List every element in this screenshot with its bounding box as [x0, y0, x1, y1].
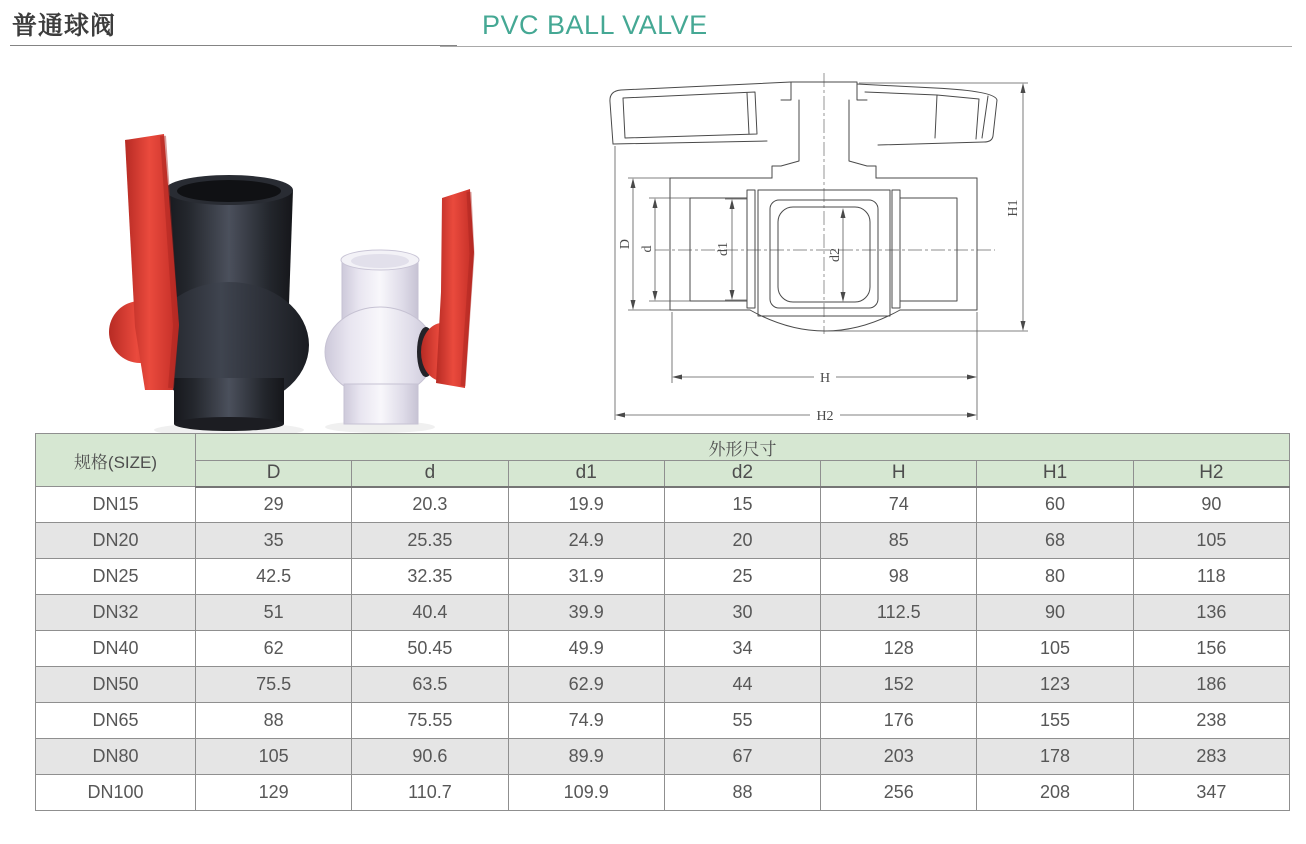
- value-cell-d1: 74.9: [508, 703, 664, 739]
- value-cell-h1: 80: [977, 559, 1133, 595]
- value-cell-d: 90.6: [352, 739, 508, 775]
- dim-label-d1: d1: [716, 242, 731, 256]
- dim-label-D: D: [618, 238, 633, 250]
- value-cell-h: 74: [821, 487, 977, 523]
- value-cell-d: 88: [196, 703, 352, 739]
- size-cell: DN65: [36, 703, 196, 739]
- value-cell-d: 105: [196, 739, 352, 775]
- table-row-dn32: [36, 595, 1290, 631]
- value-cell-h1: 123: [977, 667, 1133, 703]
- dark-valve-illustration: [109, 134, 309, 431]
- value-cell-h2: 347: [1133, 775, 1289, 811]
- spec-table: [35, 433, 1290, 811]
- table-row-dn15: [36, 487, 1290, 523]
- value-cell-d: 75.55: [352, 703, 508, 739]
- value-cell-d: 40.4: [352, 595, 508, 631]
- value-cell-h1: 208: [977, 775, 1133, 811]
- dimensions-group-header: 外形尺寸: [196, 434, 1290, 461]
- value-cell-d: 110.7: [352, 775, 508, 811]
- value-cell-d1: 24.9: [508, 523, 664, 559]
- valves-photo-illustration: [62, 92, 522, 442]
- value-cell-d: 35: [196, 523, 352, 559]
- column-header-d: D: [196, 461, 352, 487]
- value-cell-d2: 44: [664, 667, 820, 703]
- value-cell-d: 25.35: [352, 523, 508, 559]
- column-header-h1: H1: [977, 461, 1133, 487]
- clear-valve-illustration: [325, 189, 474, 424]
- product-photo: [62, 92, 522, 442]
- table-row-dn20: [36, 523, 1290, 559]
- value-cell-h: 203: [821, 739, 977, 775]
- column-header-h2: H2: [1133, 461, 1289, 487]
- value-cell-h2: 90: [1133, 487, 1289, 523]
- size-cell: DN32: [36, 595, 196, 631]
- table-row-dn40: [36, 631, 1290, 667]
- dim-label-H2: H2: [816, 409, 834, 424]
- value-cell-d1: 19.9: [508, 487, 664, 523]
- value-cell-h: 176: [821, 703, 977, 739]
- value-cell-h: 98: [821, 559, 977, 595]
- value-cell-d1: 109.9: [508, 775, 664, 811]
- value-cell-h: 85: [821, 523, 977, 559]
- dim-H: [672, 312, 977, 386]
- value-cell-h1: 155: [977, 703, 1133, 739]
- value-cell-d1: 89.9: [508, 739, 664, 775]
- dim-d: [640, 198, 690, 301]
- size-cell: DN80: [36, 739, 196, 775]
- value-cell-d1: 62.9: [508, 667, 664, 703]
- value-cell-d1: 39.9: [508, 595, 664, 631]
- value-cell-h2: 238: [1133, 703, 1289, 739]
- size-cell: DN100: [36, 775, 196, 811]
- value-cell-d: 75.5: [196, 667, 352, 703]
- value-cell-d2: 25: [664, 559, 820, 595]
- column-header-h: H: [821, 461, 977, 487]
- value-cell-d1: 31.9: [508, 559, 664, 595]
- size-column-header: 规格(SIZE): [36, 434, 196, 487]
- title-underline-left: [10, 45, 457, 46]
- value-cell-h2: 118: [1133, 559, 1289, 595]
- value-cell-d1: 49.9: [508, 631, 664, 667]
- value-cell-h: 112.5: [821, 595, 977, 631]
- value-cell-h: 256: [821, 775, 977, 811]
- value-cell-d: 29: [196, 487, 352, 523]
- column-header-d: d: [352, 461, 508, 487]
- handle-outline: [610, 82, 997, 145]
- page-title-english: PVC BALL VALVE: [482, 10, 708, 40]
- value-cell-d2: 15: [664, 487, 820, 523]
- title-underline-right: [440, 46, 1292, 47]
- value-cell-d: 50.45: [352, 631, 508, 667]
- value-cell-d2: 55: [664, 703, 820, 739]
- value-cell-h2: 156: [1133, 631, 1289, 667]
- value-cell-d: 51: [196, 595, 352, 631]
- table-row-dn80: [36, 739, 1290, 775]
- size-cell: DN20: [36, 523, 196, 559]
- value-cell-h1: 60: [977, 487, 1133, 523]
- value-cell-h2: 136: [1133, 595, 1289, 631]
- value-cell-d2: 30: [664, 595, 820, 631]
- table-row-dn50: [36, 667, 1290, 703]
- dim-label-d2: d2: [828, 248, 843, 262]
- value-cell-d: 20.3: [352, 487, 508, 523]
- value-cell-h1: 90: [977, 595, 1133, 631]
- dim-H2: [615, 146, 977, 424]
- dim-d2: [828, 208, 846, 302]
- value-cell-d2: 20: [664, 523, 820, 559]
- value-cell-h1: 178: [977, 739, 1133, 775]
- dim-d1: [716, 199, 747, 300]
- size-cell: DN50: [36, 667, 196, 703]
- value-cell-h: 128: [821, 631, 977, 667]
- table-row-dn65: [36, 703, 1290, 739]
- value-cell-d2: 88: [664, 775, 820, 811]
- valve-cross-section: [595, 68, 1040, 438]
- dim-label-H: H: [819, 371, 831, 386]
- table-row-dn100: [36, 775, 1290, 811]
- page-title-chinese: 普通球阀: [12, 12, 117, 40]
- value-cell-d: 62: [196, 631, 352, 667]
- dim-label-H1: H1: [1006, 199, 1021, 217]
- size-cell: DN40: [36, 631, 196, 667]
- column-header-d2: d2: [664, 461, 820, 487]
- value-cell-d: 32.35: [352, 559, 508, 595]
- size-cell: DN15: [36, 487, 196, 523]
- dimension-drawing: [595, 68, 1040, 438]
- value-cell-h2: 283: [1133, 739, 1289, 775]
- value-cell-h2: 186: [1133, 667, 1289, 703]
- size-cell: DN25: [36, 559, 196, 595]
- value-cell-h1: 68: [977, 523, 1133, 559]
- value-cell-d2: 34: [664, 631, 820, 667]
- dim-label-d: d: [640, 245, 655, 253]
- value-cell-d2: 67: [664, 739, 820, 775]
- table-row-dn25: [36, 559, 1290, 595]
- value-cell-h: 152: [821, 667, 977, 703]
- value-cell-d: 129: [196, 775, 352, 811]
- value-cell-d: 42.5: [196, 559, 352, 595]
- column-header-d1: d1: [508, 461, 664, 487]
- value-cell-d: 63.5: [352, 667, 508, 703]
- value-cell-h1: 105: [977, 631, 1133, 667]
- value-cell-h2: 105: [1133, 523, 1289, 559]
